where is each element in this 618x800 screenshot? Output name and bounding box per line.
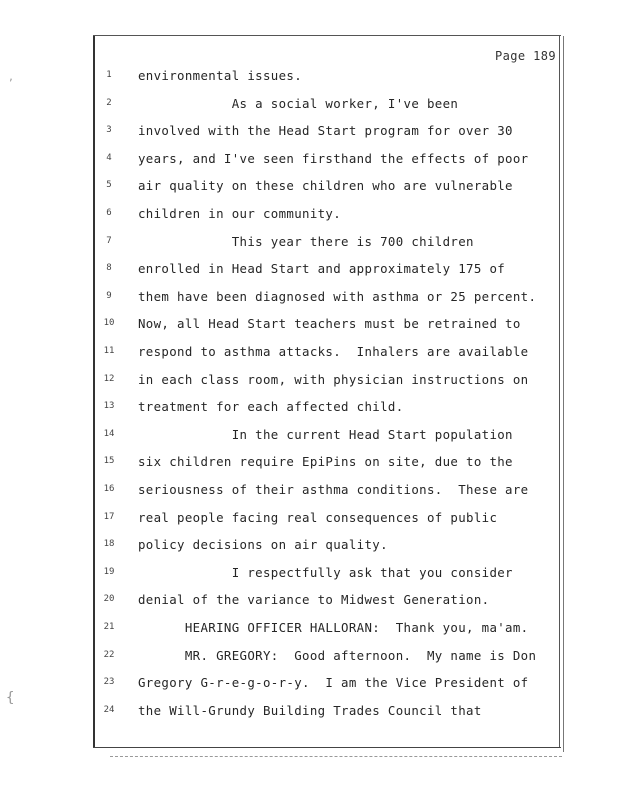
transcript-line (0, 565, 618, 585)
transcript-line (0, 289, 618, 309)
page-number: Page 189 (495, 49, 556, 63)
margin-speck: , (8, 72, 15, 83)
line-number: 16 (103, 484, 115, 494)
line-text: air quality on these children who are vulnerable (138, 178, 513, 194)
transcript-line (0, 620, 618, 640)
line-text: respond to asthma attacks. Inhalers are available (138, 344, 529, 359)
line-number: 2 (106, 97, 112, 108)
line-text: MR. GREGORY: Good afternoon. My name is Don (138, 647, 537, 663)
line-number: 18 (103, 539, 115, 550)
line-number: 21 (103, 622, 115, 632)
transcript-line (0, 427, 618, 447)
transcript-line (0, 68, 618, 88)
line-number: 7 (106, 235, 112, 246)
line-text: environmental issues. (138, 68, 303, 83)
line-text: six children require EpiPins on site, due to the (138, 454, 513, 470)
transcript-line (0, 372, 618, 392)
transcript-line (0, 151, 618, 171)
line-text: treatment for each affected child. (138, 399, 404, 415)
line-text: HEARING OFFICER HALLORAN: Thank you, ma'am. (138, 620, 529, 635)
transcript-line (0, 206, 618, 226)
line-number: 24 (103, 704, 115, 715)
line-text: Gregory G-r-e-g-o-r-y. I am the Vice President of (138, 675, 529, 691)
line-number: 17 (103, 511, 115, 522)
line-number: 22 (103, 649, 115, 660)
transcript-line (0, 454, 618, 474)
line-number: 11 (103, 346, 115, 356)
transcript-line (0, 675, 618, 695)
transcript-line (0, 123, 618, 143)
transcript-line (0, 537, 618, 557)
line-number: 19 (103, 566, 115, 577)
transcript-line (0, 96, 618, 116)
line-text: seriousness of their asthma conditions. These are (138, 482, 529, 497)
transcript-line (0, 648, 618, 668)
transcript-line (0, 399, 618, 419)
line-text: As a social worker, I've been (138, 95, 459, 111)
transcript-line (0, 703, 618, 723)
line-text: Now, all Head Start teachers must be retrained to (138, 316, 521, 332)
line-text: in each class room, with physician instructions on (138, 371, 529, 387)
transcript-border-bottom (93, 747, 561, 748)
transcript-line (0, 234, 618, 254)
line-text: policy decisions on air quality. (138, 537, 388, 553)
line-number: 15 (103, 456, 115, 467)
transcript-line (0, 592, 618, 612)
line-number: 23 (103, 677, 115, 688)
line-number: 3 (106, 125, 112, 136)
line-text: This year there is 700 children (138, 233, 474, 249)
line-number: 10 (103, 318, 115, 329)
transcript-line (0, 178, 618, 198)
transcript-line (0, 344, 618, 364)
line-text: years, and I've seen firsthand the effects of poor (138, 150, 529, 166)
margin-bracket-mark: { (6, 690, 15, 706)
transcript-line (0, 316, 618, 336)
line-text: them have been diagnosed with asthma or 25 percent. (138, 288, 537, 304)
line-text: denial of the variance to Midwest Generation. (138, 592, 490, 608)
line-number: 5 (106, 180, 112, 191)
transcript-border-bottom-outer (110, 756, 562, 757)
line-number: 8 (106, 263, 112, 274)
line-number: 13 (103, 401, 115, 412)
line-text: the Will-Grundy Building Trades Council that (138, 702, 482, 718)
transcript-line (0, 482, 618, 502)
line-number: 9 (106, 290, 112, 301)
line-text: children in our community. (138, 206, 342, 221)
transcript-line (0, 510, 618, 530)
transcript-border-top (93, 35, 561, 36)
line-text: involved with the Head Start program for over 30 (138, 123, 513, 139)
line-number: 12 (103, 373, 115, 384)
line-number: 6 (106, 208, 112, 218)
transcript-line (0, 261, 618, 281)
transcript-border-right-outer (563, 36, 564, 752)
line-text: I respectfully ask that you consider (138, 564, 513, 580)
line-number: 20 (103, 594, 115, 605)
line-text: enrolled in Head Start and approximately 175 of (138, 261, 506, 277)
line-number: 14 (103, 428, 115, 439)
line-number: 1 (106, 70, 112, 80)
line-text: real people facing real consequences of public (138, 509, 498, 525)
line-text: In the current Head Start population (138, 426, 513, 442)
line-number: 4 (106, 152, 112, 163)
